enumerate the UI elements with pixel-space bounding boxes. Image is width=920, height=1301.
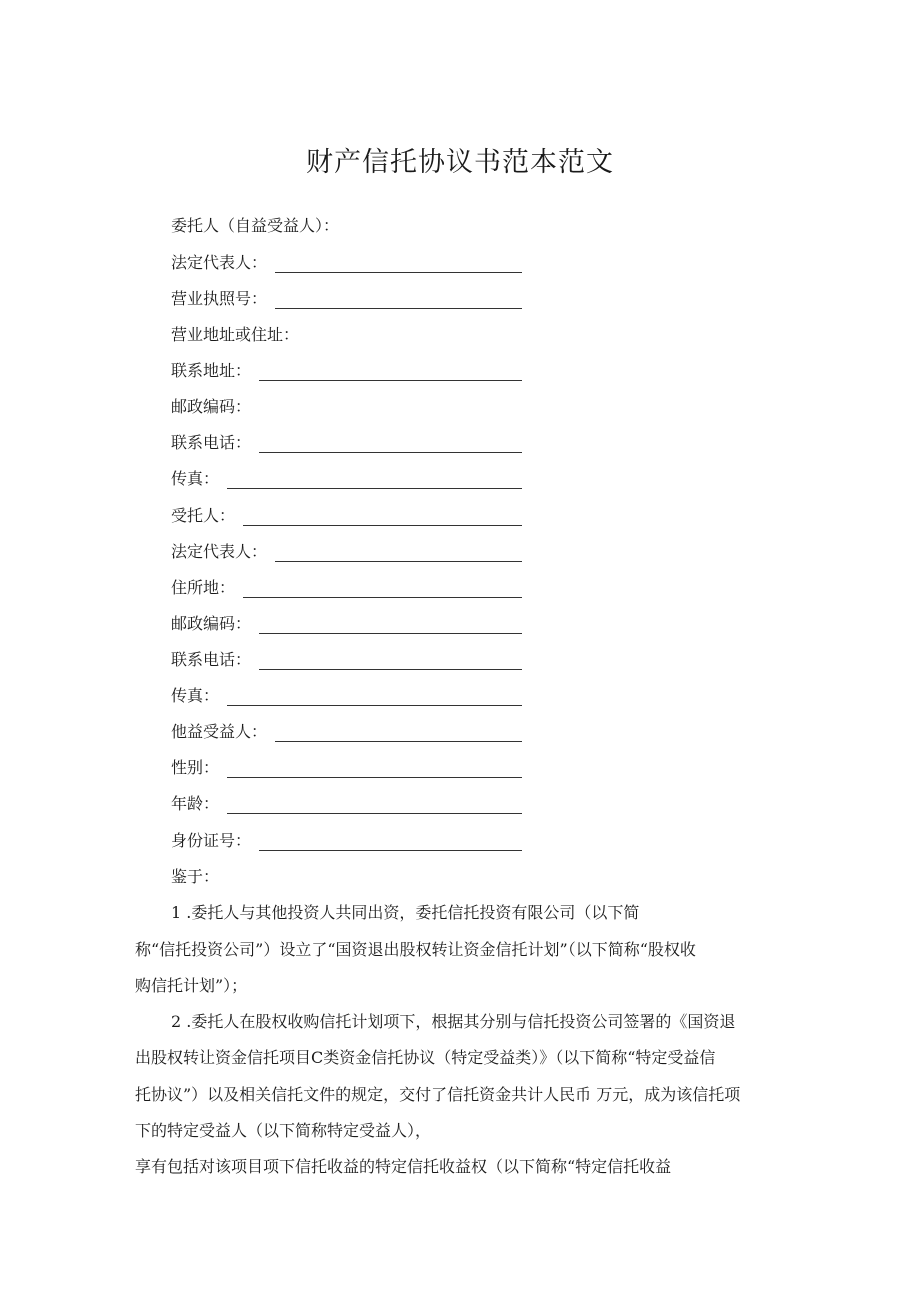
field-domicile bbox=[171, 578, 522, 600]
field-label: 法定代表人： bbox=[171, 253, 268, 272]
field-label: 邮政编码： bbox=[171, 397, 252, 416]
paragraph-line: 2 .委托人在股权收购信托计划项下，根据其分别与信托投资公司签署的《国资退 bbox=[171, 1012, 736, 1031]
field-label: 法定代表人： bbox=[171, 542, 268, 561]
field-phone bbox=[171, 433, 522, 455]
field-business-address bbox=[171, 325, 299, 347]
field-trustee-fax bbox=[171, 686, 522, 708]
field-label: 传真： bbox=[171, 686, 220, 705]
blank-line[interactable] bbox=[227, 488, 522, 489]
field-label: 性别： bbox=[171, 758, 220, 777]
field-business-license bbox=[171, 289, 522, 311]
field-label: 营业执照号： bbox=[171, 289, 268, 308]
field-label: 身份证号： bbox=[171, 831, 252, 850]
field-label: 住所地： bbox=[171, 578, 236, 597]
blank-line[interactable] bbox=[259, 850, 522, 851]
field-gender bbox=[171, 758, 522, 780]
paragraph-line: 享有包括对该项目项下信托收益的特定信托收益权（以下简称“特定信托收益 bbox=[135, 1157, 672, 1176]
field-label: 营业地址或住址： bbox=[171, 325, 300, 344]
field-age bbox=[171, 794, 522, 816]
field-label: 受托人： bbox=[171, 506, 236, 525]
paragraph-line: 购信托计划”）； bbox=[135, 976, 248, 995]
blank-line[interactable] bbox=[259, 380, 522, 381]
blank-line[interactable] bbox=[243, 597, 522, 598]
field-label: 联系电话： bbox=[171, 650, 252, 669]
field-whereas bbox=[171, 867, 219, 889]
field-other-beneficiary bbox=[171, 722, 522, 744]
field-postal-code bbox=[171, 397, 251, 419]
blank-line[interactable] bbox=[259, 669, 522, 670]
blank-line[interactable] bbox=[243, 525, 522, 526]
blank-line[interactable] bbox=[227, 813, 522, 814]
field-label: 联系地址： bbox=[171, 361, 252, 380]
field-label: 邮政编码： bbox=[171, 614, 252, 633]
field-label: 鉴于： bbox=[171, 867, 220, 886]
field-fax bbox=[171, 469, 522, 491]
field-contact-address bbox=[171, 361, 522, 383]
paragraph-line: 托协议”）以及相关信托文件的规定，交付了信托资金共计人民币 万元，成为该信托项 bbox=[135, 1085, 741, 1104]
field-entrustor bbox=[171, 216, 339, 238]
blank-line[interactable] bbox=[275, 741, 522, 742]
field-label: 年龄： bbox=[171, 794, 220, 813]
paragraph-line: 称“信托投资公司”）设立了“国资退出股权转让资金信托计划”（以下简称“股权收 bbox=[135, 940, 696, 959]
field-label: 联系电话： bbox=[171, 433, 252, 452]
document-title: 财产信托协议书范本范文 bbox=[306, 147, 614, 178]
field-label: 传真： bbox=[171, 469, 220, 488]
field-trustee-legal-rep bbox=[171, 542, 522, 564]
blank-line[interactable] bbox=[227, 777, 522, 778]
field-trustee-phone bbox=[171, 650, 522, 672]
blank-line[interactable] bbox=[227, 705, 522, 706]
blank-line[interactable] bbox=[259, 633, 522, 634]
blank-line[interactable] bbox=[275, 561, 522, 562]
field-entrustor-legal-rep bbox=[171, 253, 522, 275]
field-label: 委托人（自益受益人）： bbox=[171, 216, 340, 235]
blank-line[interactable] bbox=[259, 452, 522, 453]
field-label: 他益受益人： bbox=[171, 722, 268, 741]
paragraph-line: 出股权转让资金信托项目C类资金信托协议（特定受益类）》（以下简称“特定受益信 bbox=[135, 1048, 716, 1067]
paragraph-line: 1 .委托人与其他投资人共同出资，委托信托投资有限公司（以下简 bbox=[171, 903, 640, 922]
blank-line[interactable] bbox=[275, 308, 522, 309]
paragraph-line: 下的特定受益人（以下简称特定受益人）， bbox=[135, 1121, 432, 1140]
field-trustee-postal-code bbox=[171, 614, 522, 636]
field-id-number bbox=[171, 831, 522, 853]
blank-line[interactable] bbox=[275, 272, 522, 273]
field-trustee bbox=[171, 506, 522, 528]
